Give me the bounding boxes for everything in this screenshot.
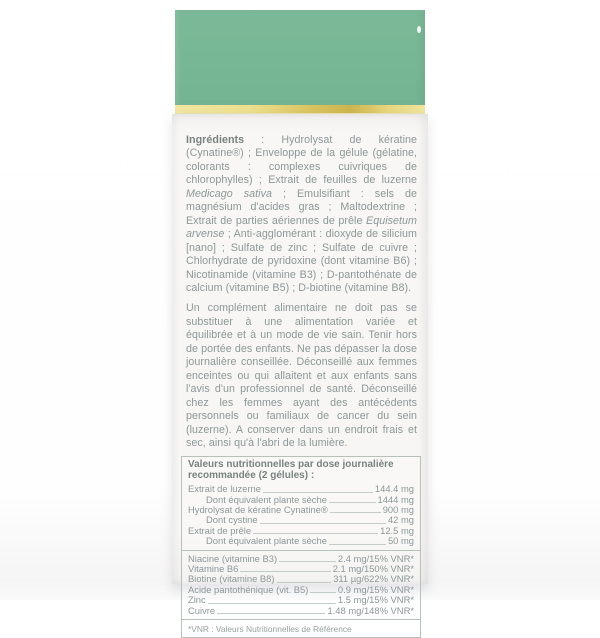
vnr-footnote: *VNR : Valeurs Nutritionnelles de Référence bbox=[188, 623, 414, 635]
text-segment: ; Emulsifiant : sels de magnésium d'acides gras ; Maltodextrine ; Extrait de parties aériennes de prêle bbox=[186, 188, 417, 227]
table-divider bbox=[182, 619, 420, 620]
row-value: 900 mg bbox=[383, 505, 414, 515]
row-value: 1.48 mg/148% VNR* bbox=[327, 606, 414, 616]
row-label: Extrait de luzerne bbox=[188, 484, 261, 494]
row-value: 2.4 mg/15% VNR* bbox=[338, 554, 414, 564]
row-value: 311 µg/622% VNR* bbox=[333, 574, 414, 584]
leader-line bbox=[260, 523, 386, 524]
leader-line bbox=[329, 544, 386, 545]
gold-band bbox=[175, 105, 425, 114]
row-value: 0.9 mg/15% VNR* bbox=[338, 585, 414, 595]
row-label: Cuivre bbox=[188, 606, 215, 616]
table-divider bbox=[182, 550, 420, 551]
row-label: Dont équivalent plante sèche bbox=[188, 495, 327, 505]
nutrition-table bbox=[181, 456, 421, 637]
leader-line bbox=[263, 492, 373, 493]
row-value: 50 mg bbox=[388, 536, 414, 546]
text-segment: Medicago sativa bbox=[186, 188, 272, 200]
table-row bbox=[188, 606, 414, 616]
leader-line bbox=[310, 592, 336, 593]
leader-line bbox=[330, 512, 381, 513]
text-segment: Ingrédients bbox=[186, 134, 244, 146]
leader-line bbox=[208, 603, 336, 604]
leader-line bbox=[240, 571, 330, 572]
row-value: 42 mg bbox=[388, 515, 414, 525]
product-box bbox=[172, 10, 428, 584]
ingredients-paragraph bbox=[172, 114, 428, 295]
text-segment: : Hydrolysat de kératine (Cynatine®) ; Enveloppe de la gélule (gélatine, colorants : complexes cuivriques de chlorophylles) ; Extrait de feuilles de luzerne bbox=[186, 134, 417, 186]
storage-warning-paragraph: Un complément alimentaire ne doit pas se substituer à une alimentation variée et équilibrée et à un mode de vie sain. Tenir hors de portée des enfants. Ne pas dépasser la dose journalière conseillée. Déconseillé aux femmes enceintes ou qui allaitent et aux enfants sans l'avis d'un professionnel de santé. Déconseillé chez les femmes ayant des antécédents personnels ou familiaux de cancer du sein (luzerne). A conserver dans un endroit frais et sec, ainsi qu'à l'abri de la lumière. bbox=[172, 302, 428, 450]
leader-line bbox=[253, 533, 378, 534]
row-label: Zinc bbox=[188, 595, 206, 605]
nutrition-vnr-rows bbox=[188, 554, 414, 616]
text-segment: Equisetum arvense bbox=[186, 215, 417, 240]
row-label: Dont cystine bbox=[188, 515, 258, 525]
box-face bbox=[172, 114, 428, 584]
table-row bbox=[188, 536, 414, 546]
nutrition-table-title: Valeurs nutritionnelles par dose journalière recommandée (2 gélules) : bbox=[188, 460, 414, 482]
row-label: Vitamine B6 bbox=[188, 564, 238, 574]
leader-line bbox=[329, 502, 376, 503]
leader-line bbox=[217, 613, 325, 614]
table-row bbox=[188, 595, 414, 605]
row-value: 1.5 mg/15% VNR* bbox=[338, 595, 414, 605]
glare-spot bbox=[417, 26, 421, 33]
row-label: Acide pantothénique (vit. B5) bbox=[188, 585, 308, 595]
box-lid bbox=[175, 10, 425, 105]
row-label: Hydrolysat de kératine Cynatine® bbox=[188, 505, 328, 515]
leader-line bbox=[279, 561, 336, 562]
text-segment: ; Anti-agglomérant : dioxyde de silicium [nano] ; Sulfate de zinc ; Sulfate de cuivre ; Chlorhydrate de pyridoxine (dont vitamine B6) ; Nicotinamide (vitamine B3) ; D-pantothénate de calcium (vitamine B5) ; D-biotine (vitamine B8). bbox=[186, 228, 417, 294]
leader-line bbox=[277, 582, 332, 583]
row-label: Niacine (vitamine B3) bbox=[188, 554, 277, 564]
row-value: 12.5 mg bbox=[380, 526, 414, 536]
row-value: 144.4 mg bbox=[375, 484, 414, 494]
row-label: Dont équivalent plante sèche bbox=[188, 536, 327, 546]
row-value: 1444 mg bbox=[378, 495, 414, 505]
row-value: 2.1 mg/150% VNR* bbox=[333, 564, 414, 574]
row-label: Extrait de prêle bbox=[188, 526, 251, 536]
nutrition-dose-rows bbox=[188, 484, 414, 546]
row-label: Biotine (vitamine B8) bbox=[188, 574, 275, 584]
